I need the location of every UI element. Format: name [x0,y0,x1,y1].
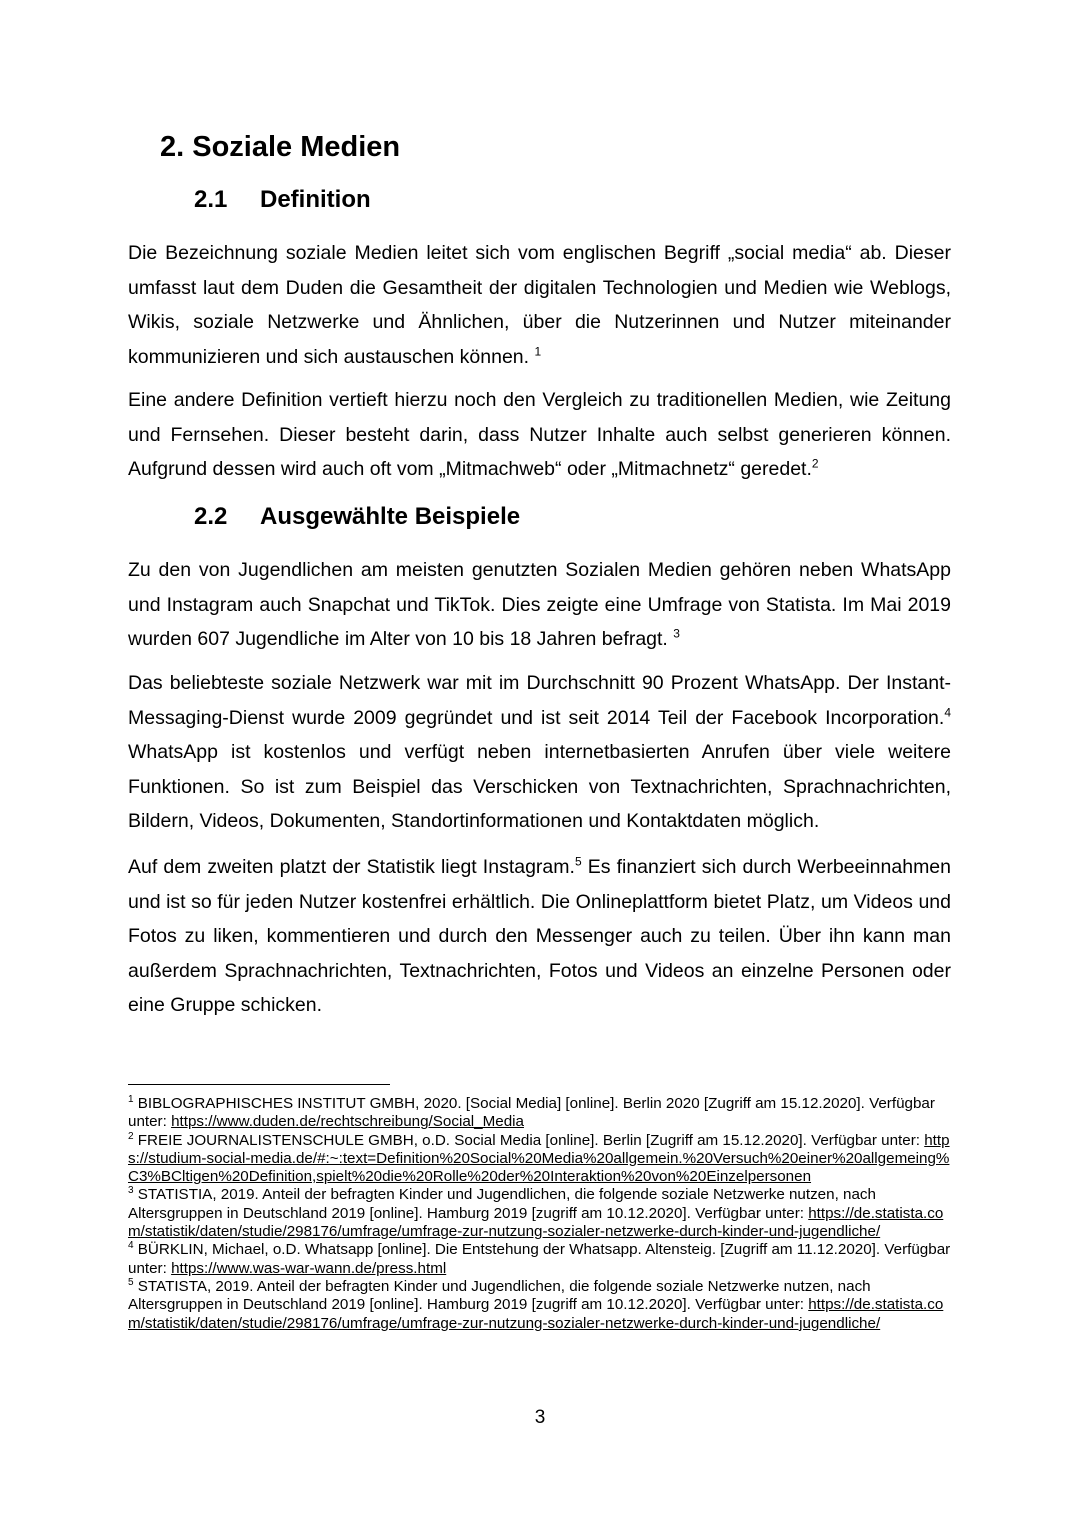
paragraph-instagram [128,850,951,1023]
footnote-number: 5 [128,1276,134,1288]
footnote-number: 2 [128,1130,134,1142]
footnote-text: BÜRKLIN, Michael, o.D. Whatsapp [online]. Die Entstehung der Whatsapp. Altensteig. [Zugriff am 11.12.2020]. Verfügbar unter: [128,1241,951,1277]
paragraph-definition-duden [128,236,951,374]
section-title: Definition [260,186,371,213]
footnote-link[interactable]: https://de.statista.com/statistik/daten/studie/298176/umfrage/umfrage-zur-nutzung-sozialer-netzwerke-durch-kinder-und-jugendliche/ [128,1204,944,1241]
footnote-separator [128,1084,390,1085]
paragraph-text: Eine andere Definition vertieft hierzu noch den Vergleich zu traditionellen Medien, wie Zeitung und Fernsehen. Dieser besteht darin, dass Nutzer Inhalte auch selbst generieren können. Aufgrund dessen wird auch oft vom „Mitmachweb“ oder „Mitmachnetz“ geredet. [128,389,951,480]
paragraph-survey [128,553,951,657]
paragraph-text: Das beliebteste soziale Netzwerk war mit im Durchschnitt 90 Prozent WhatsApp. Der Instant-Messaging-Dienst wurde 2009 gegründet und ist seit 2014 Teil der Facebook Incorporation. [128,672,951,729]
paragraph-text: Zu den von Jugendlichen am meisten genutzten Sozialen Medien gehören neben WhatsApp und Instagram auch Snapchat und TikTok. Dies zeigte eine Umfrage von Statista. Im Mai 2019 wurden 607 Jugendliche im Alter von 10 bis 18 Jahren befragt. [128,559,951,650]
footnote-ref[interactable]: 5 [574,854,582,869]
footnote-link[interactable]: https://studium-social-media.de/#:~:text=Definition%20Social%20Media%20allgemein.%20Versuch%20einer%20allgemeing%C3%BCltigen%20Definition,spielt%20die%20Rolle%20der%20Interaktion%20von%20Einzelpersonen [128,1131,950,1186]
footnote-text: STATISTIA, 2019. Anteil der befragten Kinder und Jugendlichen, die folgende soziale Netzwerke nutzen, nach Altersgruppen in Deutschland 2019 [online]. Hamburg 2019 [zugriff am 10.12.2020]. Verfügbar unter: [128,1186,876,1222]
paragraph-text: Die Bezeichnung soziale Medien leitet sich vom englischen Begriff „social media“ ab. Dieser umfasst laut dem Duden die Gesamtheit der digitalen Technologien und Medien wie Weblogs, Wikis, soziale Netzwerke und Ähnlichen, über die Nutzerinnen und Nutzer miteinander kommunizieren und sich austauschen können. [128,242,951,368]
section-number: 2.2 [194,503,228,530]
paragraph-text: WhatsApp ist kostenlos und verfügt neben internetbasierten Anrufen über viele weitere Funktionen. So ist zum Beispiel das Verschicken von Textnachrichten, Sprachnachrichten, Bildern, Videos, Dokumenten, Standortinformationen und Kontaktdaten möglich. [128,741,951,832]
footnote-number: 1 [128,1093,134,1105]
section-title: Ausgewählte Beispiele [260,503,521,530]
footnote-ref[interactable]: 3 [673,626,680,641]
footnote-ref[interactable]: 4 [944,705,951,719]
section-number: 2.1 [194,186,228,213]
footnote-1 [128,1095,953,1132]
footnote-ref[interactable]: 2 [811,456,819,471]
footnote-text: BIBLOGRAPHISCHES INSTITUT GMBH, 2020. [Social Media] [online]. Berlin 2020 [Zugriff am 15.12.2020]. Verfügbar unter: [128,1095,935,1131]
footnote-link[interactable]: https://www.duden.de/rechtschreibung/Social_Media [171,1113,524,1131]
footnote-5 [128,1278,953,1333]
footnote-number: 4 [128,1240,134,1252]
paragraph-definition-alternative [128,383,951,487]
footnote-link[interactable]: https://www.was-war-wann.de/press.html [171,1259,447,1277]
section-heading-examples [194,503,520,531]
footnote-ref[interactable]: 1 [534,344,542,358]
footnote-number: 3 [128,1185,134,1197]
footnote-link[interactable]: https://de.statista.com/statistik/daten/studie/298176/umfrage/umfrage-zur-nutzung-sozialer-netzwerke-durch-kinder-und-jugendliche/ [128,1296,944,1332]
footnote-4 [128,1241,953,1278]
footnotes [128,1095,953,1333]
footnote-text: FREIE JOURNALISTENSCHULE GMBH, o.D. Social Media [online]. Berlin [Zugriff am 15.12.2020]. Verfügbar unter: [133,1131,925,1149]
page-number: 3 [534,1407,546,1428]
section-heading-definition [194,186,371,214]
paragraph-text: Auf dem zweiten platzt der Statistik liegt Instagram. [128,856,575,878]
footnote-text: STATISTA, 2019. Anteil der befragten Kinder und Jugendlichen, die folgende soziale Netzwerke nutzen, nach Altersgruppen in Deutschland 2019 [online]. Hamburg 2019 [zugriff am 10.12.2020]. Verfügbar unter: [128,1277,871,1314]
paragraph-text: Es finanziert sich durch Werbeeinnahmen und ist so für jeden Nutzer kostenfrei erhältlich. Die Onlineplattform bietet Platz, um Videos und Fotos zu liken, kommentieren und durch den Messenger auch zu teilen. Über ihn kann man außerdem Sprachnachrichten, Textnachrichten, Fotos und Videos an einzelne Personen oder eine Gruppe schicken. [128,856,952,1016]
chapter-heading: 2. Soziale Medien [160,131,401,163]
paragraph-whatsapp [128,666,951,839]
footnote-2 [128,1132,953,1187]
footnote-3 [128,1186,953,1241]
